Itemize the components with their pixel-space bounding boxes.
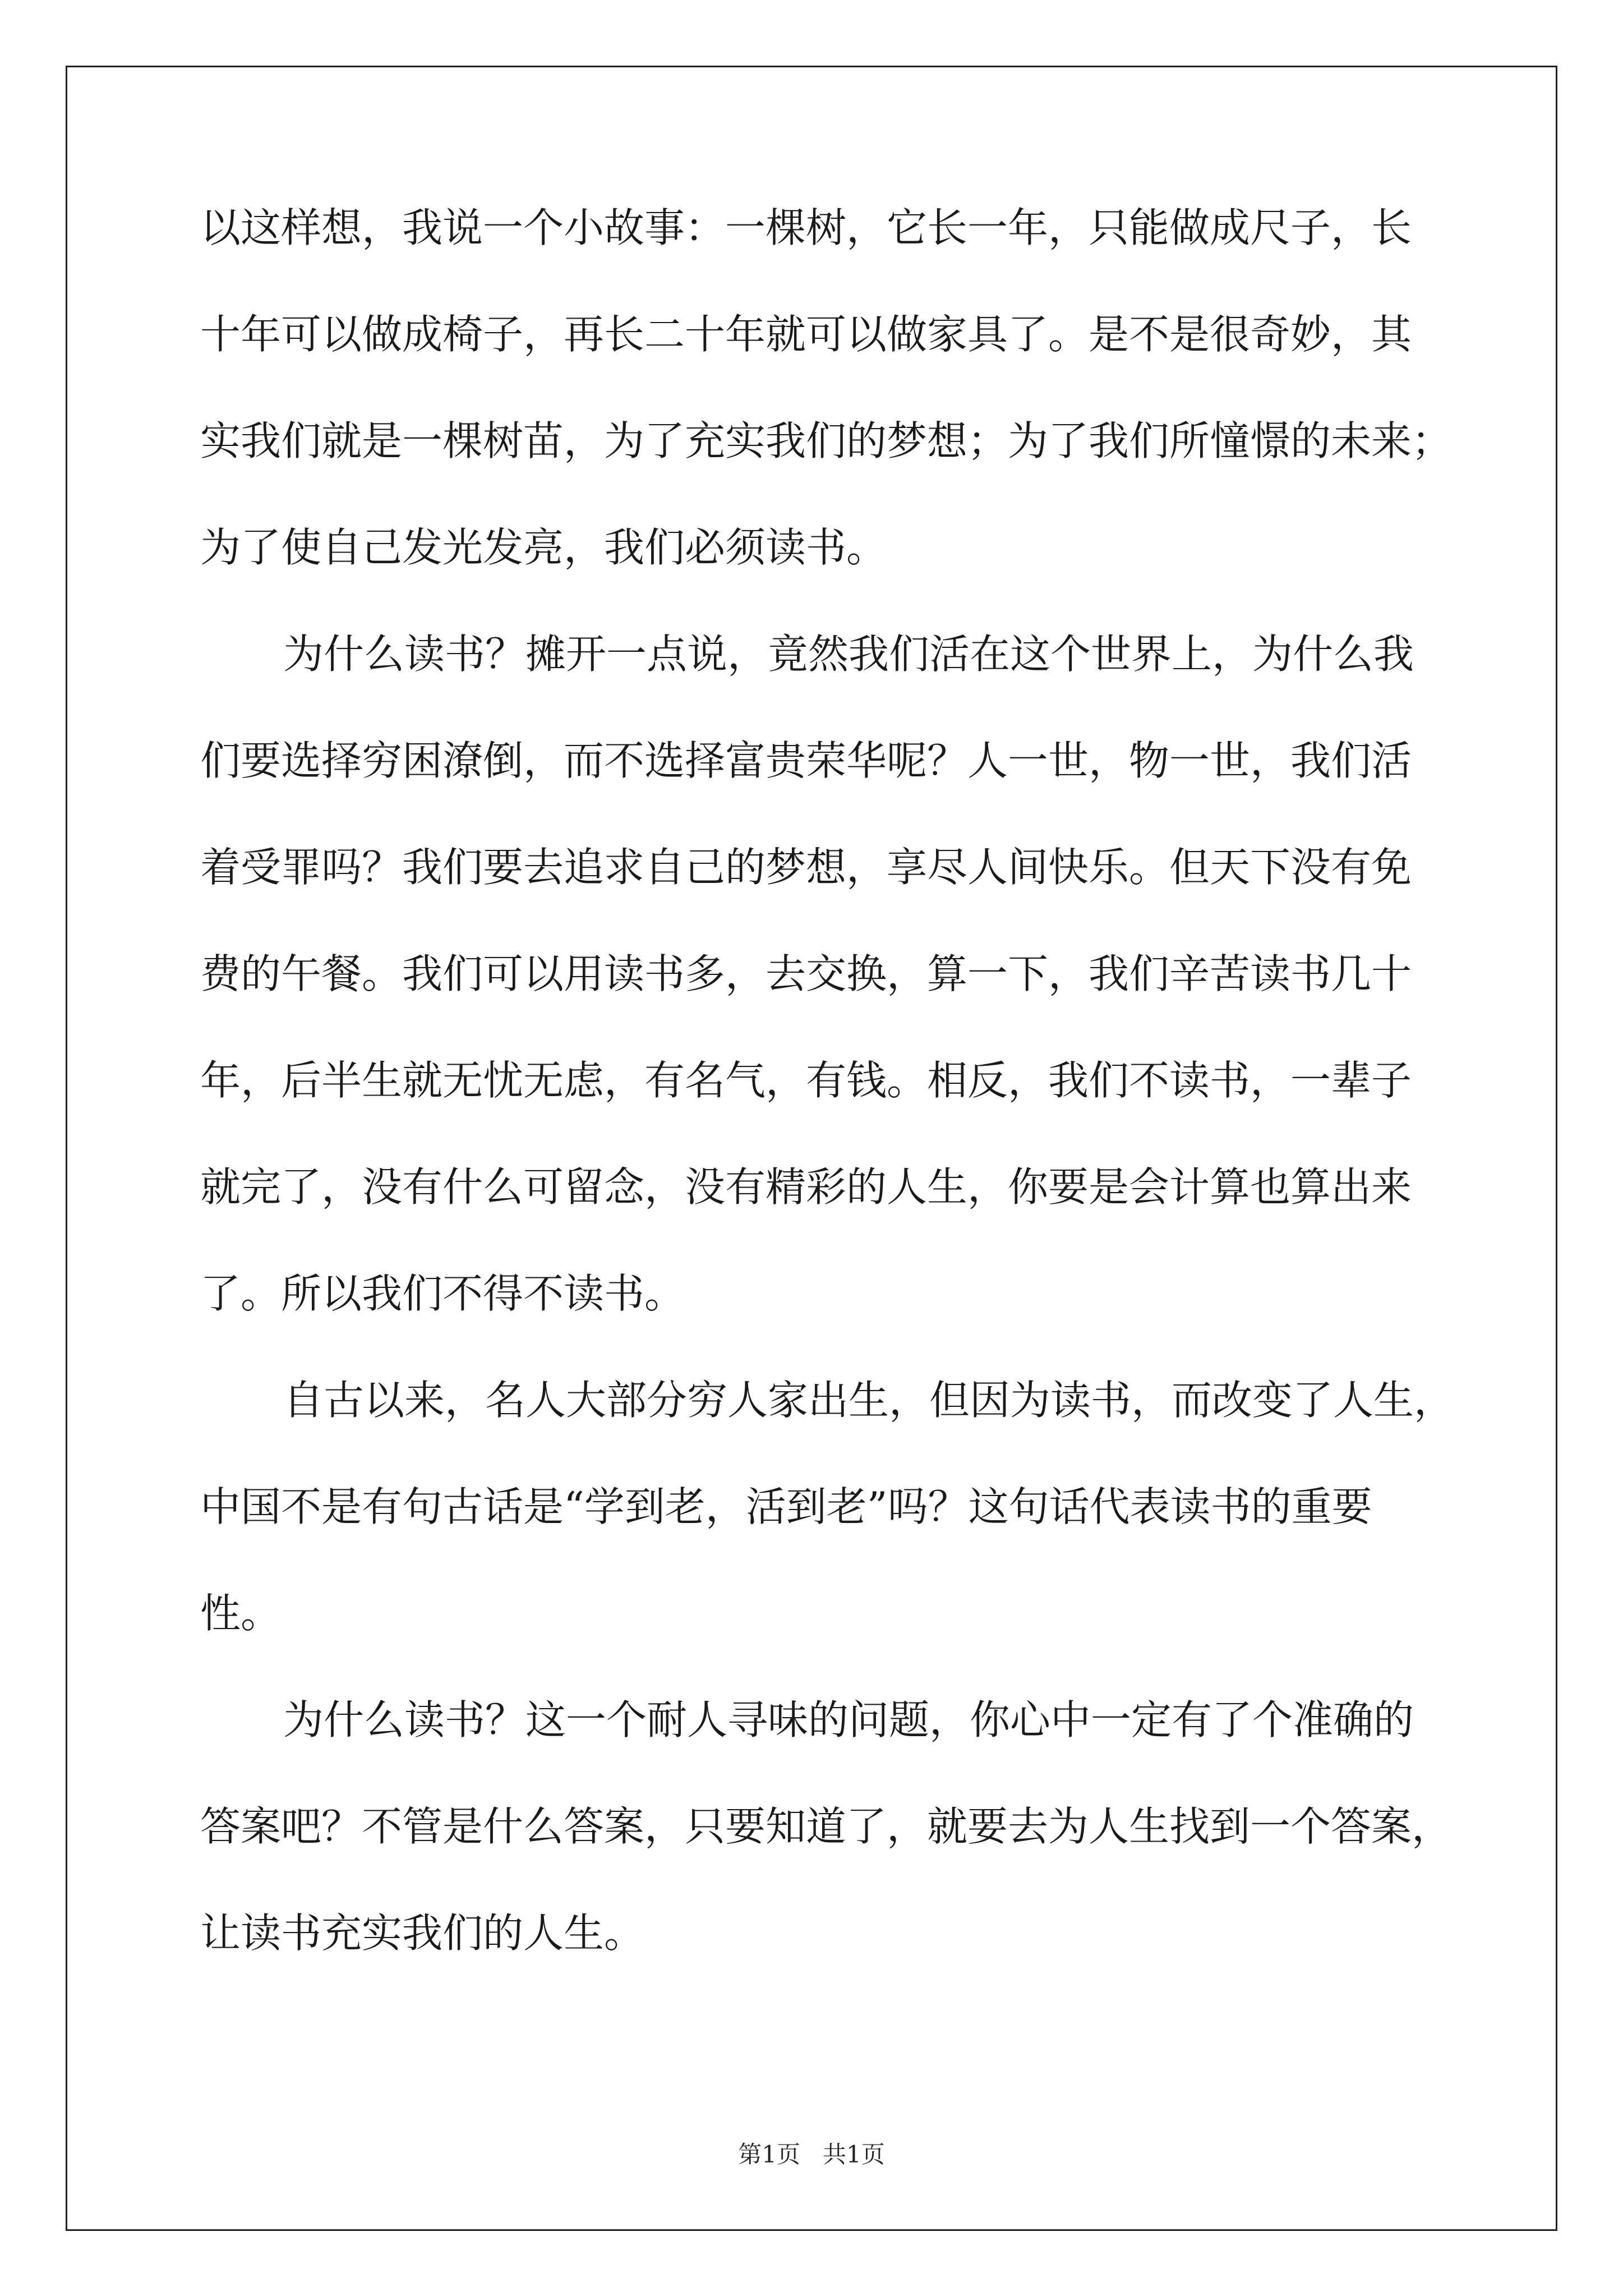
text-line: 年，后半生就无忧无虑，有名气，有钱。相反，我们不读书，一辈子 [200,1057,1412,1104]
text-line: 们要选择穷困潦倒，而不选择富贵荣华呢？人一世，物一世，我们活 [200,737,1412,784]
text-line: 为了使自己发光发亮，我们必须读书。 [200,524,887,571]
paragraph-start-line: 自古以来，名人大部分穷人家出生，但因为读书，而改变了人生， [283,1377,1455,1424]
text-line: 以这样想，我说一个小故事：一棵树，它长一年，只能做成尺子，长 [200,204,1412,251]
text-line: 费的午餐。我们可以用读书多，去交换，算一下，我们辛苦读书几十 [200,950,1412,997]
text-line: 让读书充实我们的人生。 [200,1910,645,1957]
page-number-footer: 第1页 共1页 [738,2141,885,2168]
text-line: 了。所以我们不得不读书。 [200,1270,685,1317]
text-line: 性。 [200,1590,282,1637]
text-line: 着受罪吗？我们要去追求自己的梦想，享尽人间快乐。但天下没有免 [200,844,1412,891]
text-line: 中国不是有句古话是“学到老，活到老”吗？这句话代表读书的重要 [200,1483,1372,1530]
paragraph-start-line: 为什么读书？摊开一点说，竟然我们活在这个世界上，为什么我 [283,631,1414,678]
text-line: 就完了，没有什么可留念，没有精彩的人生，你要是会计算也算出来 [200,1163,1412,1211]
text-line: 答案吧？不管是什么答案，只要知道了，就要去为人生找到一个答案， [200,1803,1453,1850]
paragraph-start-line: 为什么读书？这一个耐人寻味的问题，你心中一定有了个准确的 [283,1696,1414,1743]
text-line: 十年可以做成椅子，再长二十年就可以做家具了。是不是很奇妙，其 [200,311,1412,358]
document-body [200,204,1455,2019]
text-line: 实我们就是一棵树苗，为了充实我们的梦想；为了我们所憧憬的未来； [200,417,1453,464]
